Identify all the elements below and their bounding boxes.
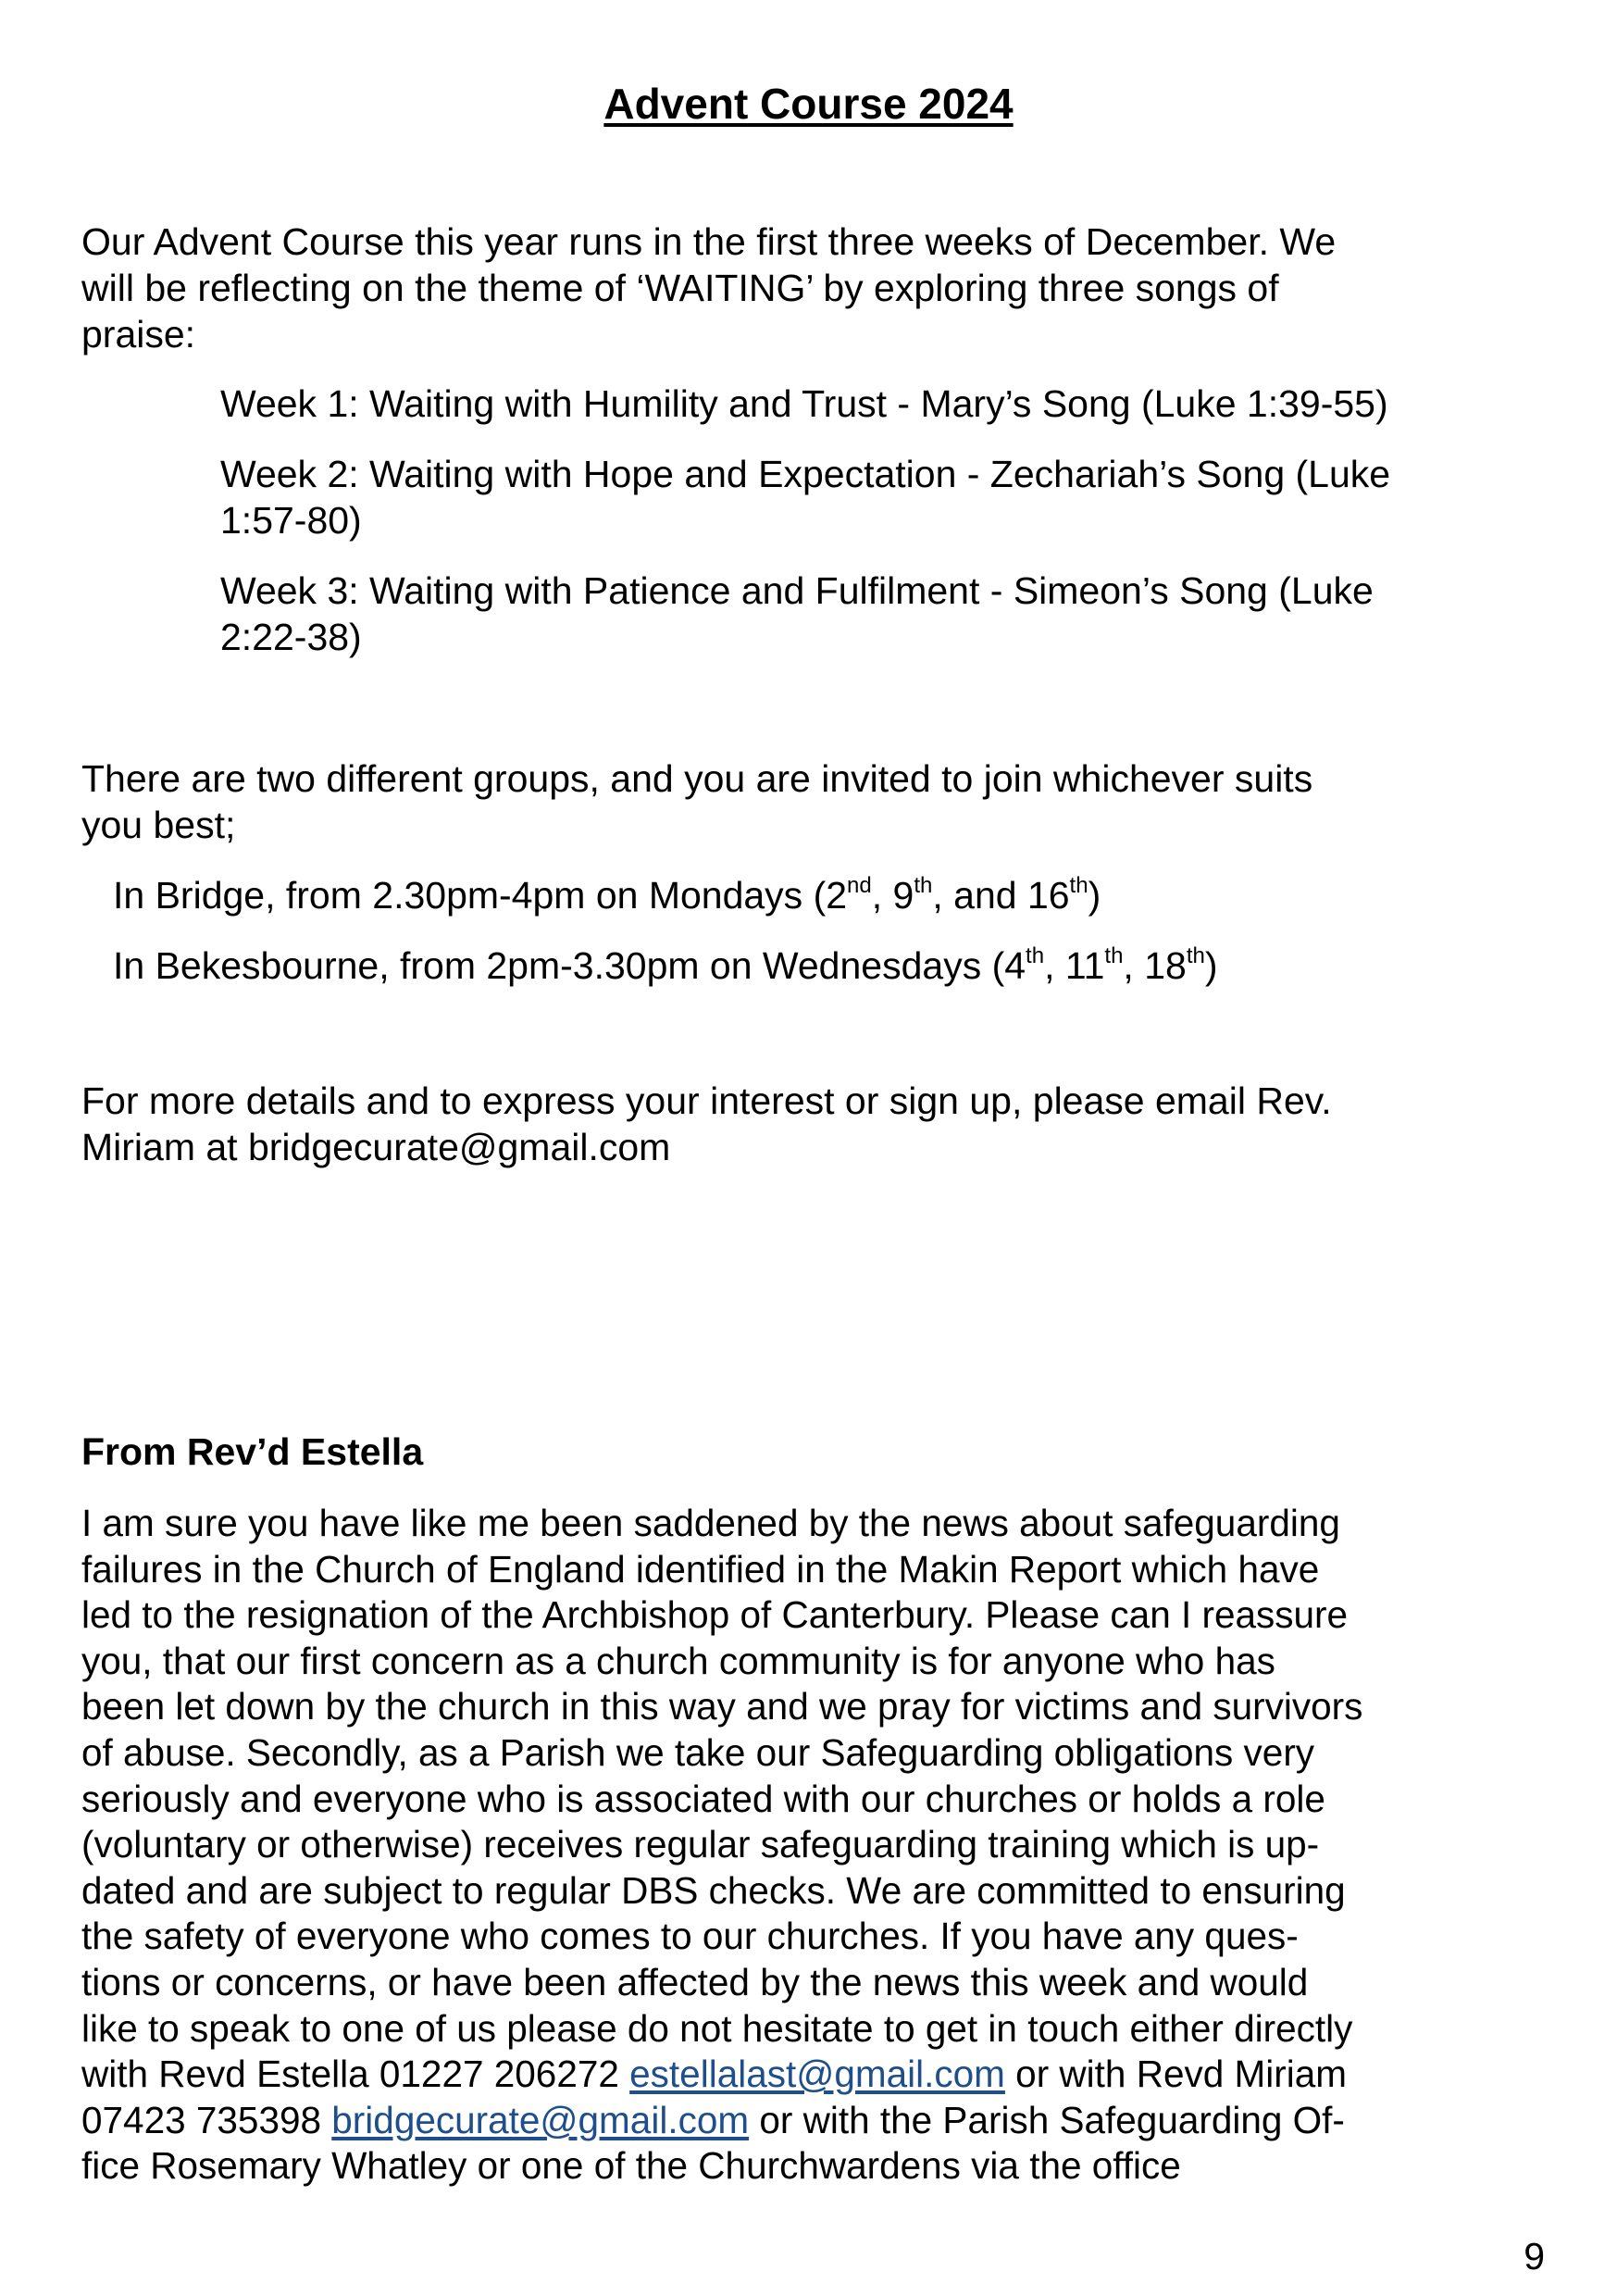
group-bekesbourne-text: , 11	[1044, 944, 1105, 987]
ordinal-suffix: th	[1069, 873, 1088, 899]
contact-text: 07423 735398	[81, 2098, 332, 2141]
details-paragraph	[81, 1078, 1553, 1170]
ordinal-suffix: nd	[847, 873, 872, 899]
details-line: For more details and to express your interest or sign up, please email Rev.	[81, 1079, 1332, 1122]
week-1-item	[220, 381, 1553, 427]
letter-line: failures in the Church of England identified in the Makin Report which have	[81, 1547, 1320, 1591]
estella-email-link[interactable]: estellalast@gmail.com	[629, 2053, 1005, 2096]
letter-line: the safety of everyone who comes to our churches. If you have any ques-	[81, 1915, 1299, 1958]
group-bekesbourne-text: , 18	[1123, 944, 1187, 987]
contact-text: or with Revd Miriam	[1004, 2053, 1347, 2096]
intro-line: will be reflecting on the theme of ‘WAITING’ by exploring three songs of	[81, 267, 1279, 309]
page-number: 9	[1524, 2235, 1545, 2277]
letter-body	[81, 1501, 1562, 2190]
group-bridge	[113, 872, 1501, 918]
week-2-text-cont: 1:57-80)	[220, 499, 362, 542]
intro-line: Our Advent Course this year runs in the first three weeks of December. We	[81, 220, 1337, 263]
letter-line: led to the resignation of the Archbishop of Canterbury. Please can I reassure	[81, 1593, 1349, 1637]
ordinal-suffix: th	[1026, 943, 1045, 969]
group-bekesbourne-text: )	[1204, 944, 1218, 987]
intro-paragraph	[81, 218, 1553, 357]
group-bridge-text: In Bridge, from 2.30pm-4pm on Mondays (2	[113, 874, 848, 917]
intro-line: praise:	[81, 313, 196, 356]
letter-line: been let down by the church in this way and we pray for victims and survivors	[81, 1685, 1363, 1728]
letter-line: (voluntary or otherwise) receives regular safeguarding training which is up-	[81, 1823, 1320, 1866]
week-2-item	[220, 451, 1553, 543]
letter-line: tions or concerns, or have been affected by the news this week and would	[81, 1960, 1309, 2003]
group-bridge-text: , and 16	[932, 874, 1070, 917]
letter-line-contact-estella	[81, 2052, 1562, 2098]
ordinal-suffix: th	[1104, 943, 1124, 969]
week-3-item	[220, 568, 1553, 660]
group-bridge-text: )	[1088, 874, 1101, 917]
week-3-text-cont: 2:22-38)	[220, 616, 362, 658]
ordinal-suffix: th	[1186, 943, 1205, 969]
groups-intro	[81, 755, 1553, 848]
groups-intro-line: There are two different groups, and you are invited to join whichever suits	[81, 757, 1313, 800]
week-2-text: Week 2: Waiting with Hope and Expectation - Zechariah’s Song (Luke	[220, 453, 1391, 495]
page-title: Advent Course 2024	[603, 80, 1014, 128]
contact-text: with Revd Estella 01227 206272	[81, 2053, 630, 2096]
ordinal-suffix: th	[914, 873, 933, 899]
letter-line-contact-miriam	[81, 2098, 1562, 2144]
letter-line: of abuse. Secondly, as a Parish we take our Safeguarding obligations very	[81, 1730, 1315, 1774]
letter-line: I am sure you have like me been saddened by the news about safeguarding	[81, 1502, 1340, 1544]
contact-text: or with the Parish Safeguarding Of-	[749, 2098, 1345, 2141]
group-bridge-text: , 9	[871, 874, 914, 917]
week-1-text: Week 1: Waiting with Humility and Trust - Mary’s Song (Luke 1:39-55)	[220, 382, 1388, 425]
letter-line: fice Rosemary Whatley or one of the Churchwardens via the office	[81, 2144, 1181, 2188]
letter-line: dated and are subject to regular DBS checks. We are committed to ensuring	[81, 1868, 1346, 1912]
miriam-email-link[interactable]: bridgecurate@gmail.com	[331, 2098, 750, 2141]
letter-line: you, that our first concern as a church community is for anyone who has	[81, 1639, 1275, 1682]
group-bekesbourne-text: In Bekesbourne, from 2pm-3.30pm on Wednesdays (4	[113, 944, 1026, 987]
letter-line: like to speak to one of us please do not hesitate to get in touch either directly	[81, 2006, 1353, 2050]
letter-line: seriously and everyone who is associated with our churches or holds a role	[81, 1777, 1325, 1820]
groups-intro-line: you best;	[81, 804, 236, 846]
details-line: Miriam at bridgecurate@gmail.com	[81, 1126, 671, 1168]
letter-heading: From Rev’d Estella	[81, 1430, 424, 1473]
week-3-text: Week 3: Waiting with Patience and Fulfilment - Simeon’s Song (Luke	[220, 569, 1374, 612]
group-bekesbourne	[113, 942, 1501, 989]
